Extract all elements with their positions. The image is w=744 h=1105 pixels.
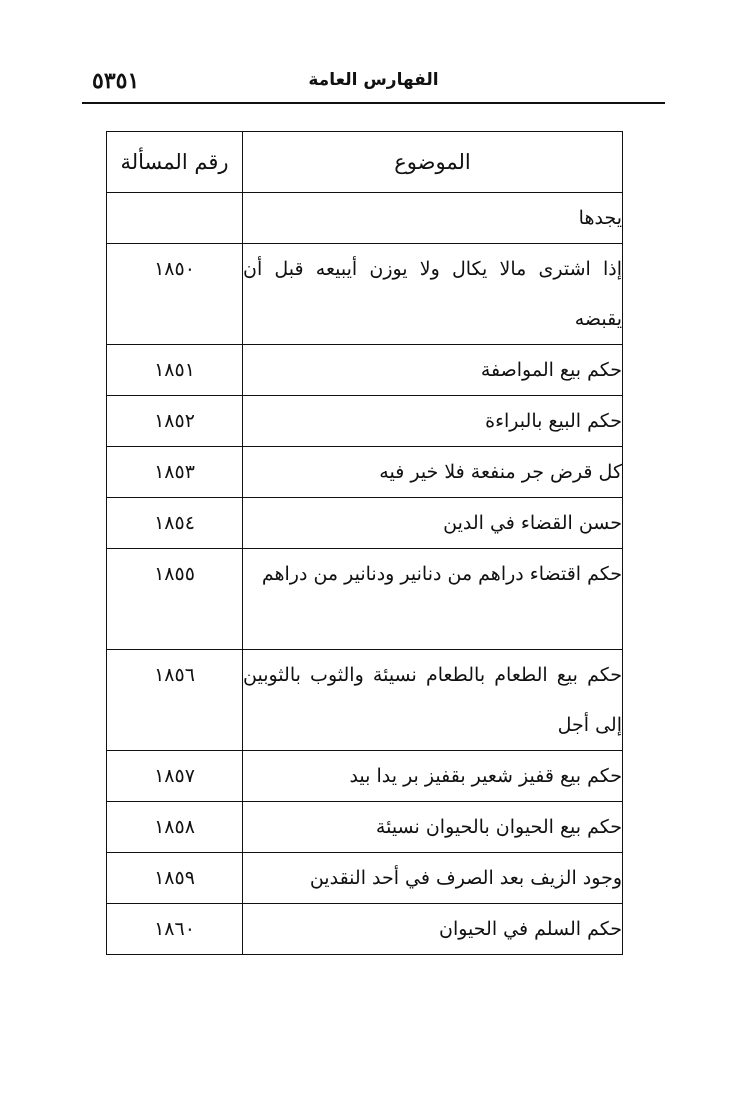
number-cell: ١٨٥١ (107, 345, 243, 396)
number-cell: ١٨٥٩ (107, 853, 243, 904)
number-cell: ١٨٥٢ (107, 396, 243, 447)
table-row (107, 345, 623, 396)
number-cell: ١٨٥٦ (107, 650, 243, 751)
topic-cell: حكم بيع قفيز شعير بقفيز بر يدا بيد (243, 751, 623, 802)
topic-cell: حكم البيع بالبراءة (243, 396, 623, 447)
topic-cell: كل قرض جر منفعة فلا خير فيه (243, 447, 623, 498)
table-row (107, 396, 623, 447)
topic-cell: وجود الزيف بعد الصرف في أحد النقدين (243, 853, 623, 904)
table-row (107, 193, 623, 244)
topic-column-header: الموضوع (243, 132, 623, 193)
table-row (107, 802, 623, 853)
table-row (107, 549, 623, 650)
topic-cell: حكم بيع الطعام بالطعام نسيئة والثوب بالثوبين إلى أجل (243, 650, 623, 751)
page-number: ٥٣٥١ (92, 68, 140, 94)
number-cell: ١٨٥٠ (107, 244, 243, 345)
table-row (107, 498, 623, 549)
topic-cell: حسن القضاء في الدين (243, 498, 623, 549)
topic-cell: حكم بيع المواصفة (243, 345, 623, 396)
number-cell: ١٨٥٣ (107, 447, 243, 498)
table-row (107, 904, 623, 955)
topic-cell: يجدها (243, 193, 623, 244)
topic-cell: حكم السلم في الحيوان (243, 904, 623, 955)
topic-cell: حكم اقتضاء دراهم من دنانير ودنانير من دراهم (243, 549, 623, 650)
number-cell: ١٨٥٧ (107, 751, 243, 802)
table-row (107, 853, 623, 904)
topic-cell: إذا اشترى مالا يكال ولا يوزن أيبيعه قبل أن يقبضه (243, 244, 623, 345)
number-column-header: رقم المسألة (107, 132, 243, 193)
table-row (107, 244, 623, 345)
number-cell: ١٨٦٠ (107, 904, 243, 955)
number-cell: ١٨٥٥ (107, 549, 243, 650)
number-cell: ١٨٥٤ (107, 498, 243, 549)
table-row (107, 447, 623, 498)
page-header (82, 62, 665, 104)
index-table (106, 131, 623, 955)
table-row (107, 650, 623, 751)
topic-cell: حكم بيع الحيوان بالحيوان نسيئة (243, 802, 623, 853)
table-row (107, 751, 623, 802)
table-header-row (107, 132, 623, 193)
running-title: الفهارس العامة (308, 70, 439, 90)
number-cell (107, 193, 243, 244)
number-cell: ١٨٥٨ (107, 802, 243, 853)
